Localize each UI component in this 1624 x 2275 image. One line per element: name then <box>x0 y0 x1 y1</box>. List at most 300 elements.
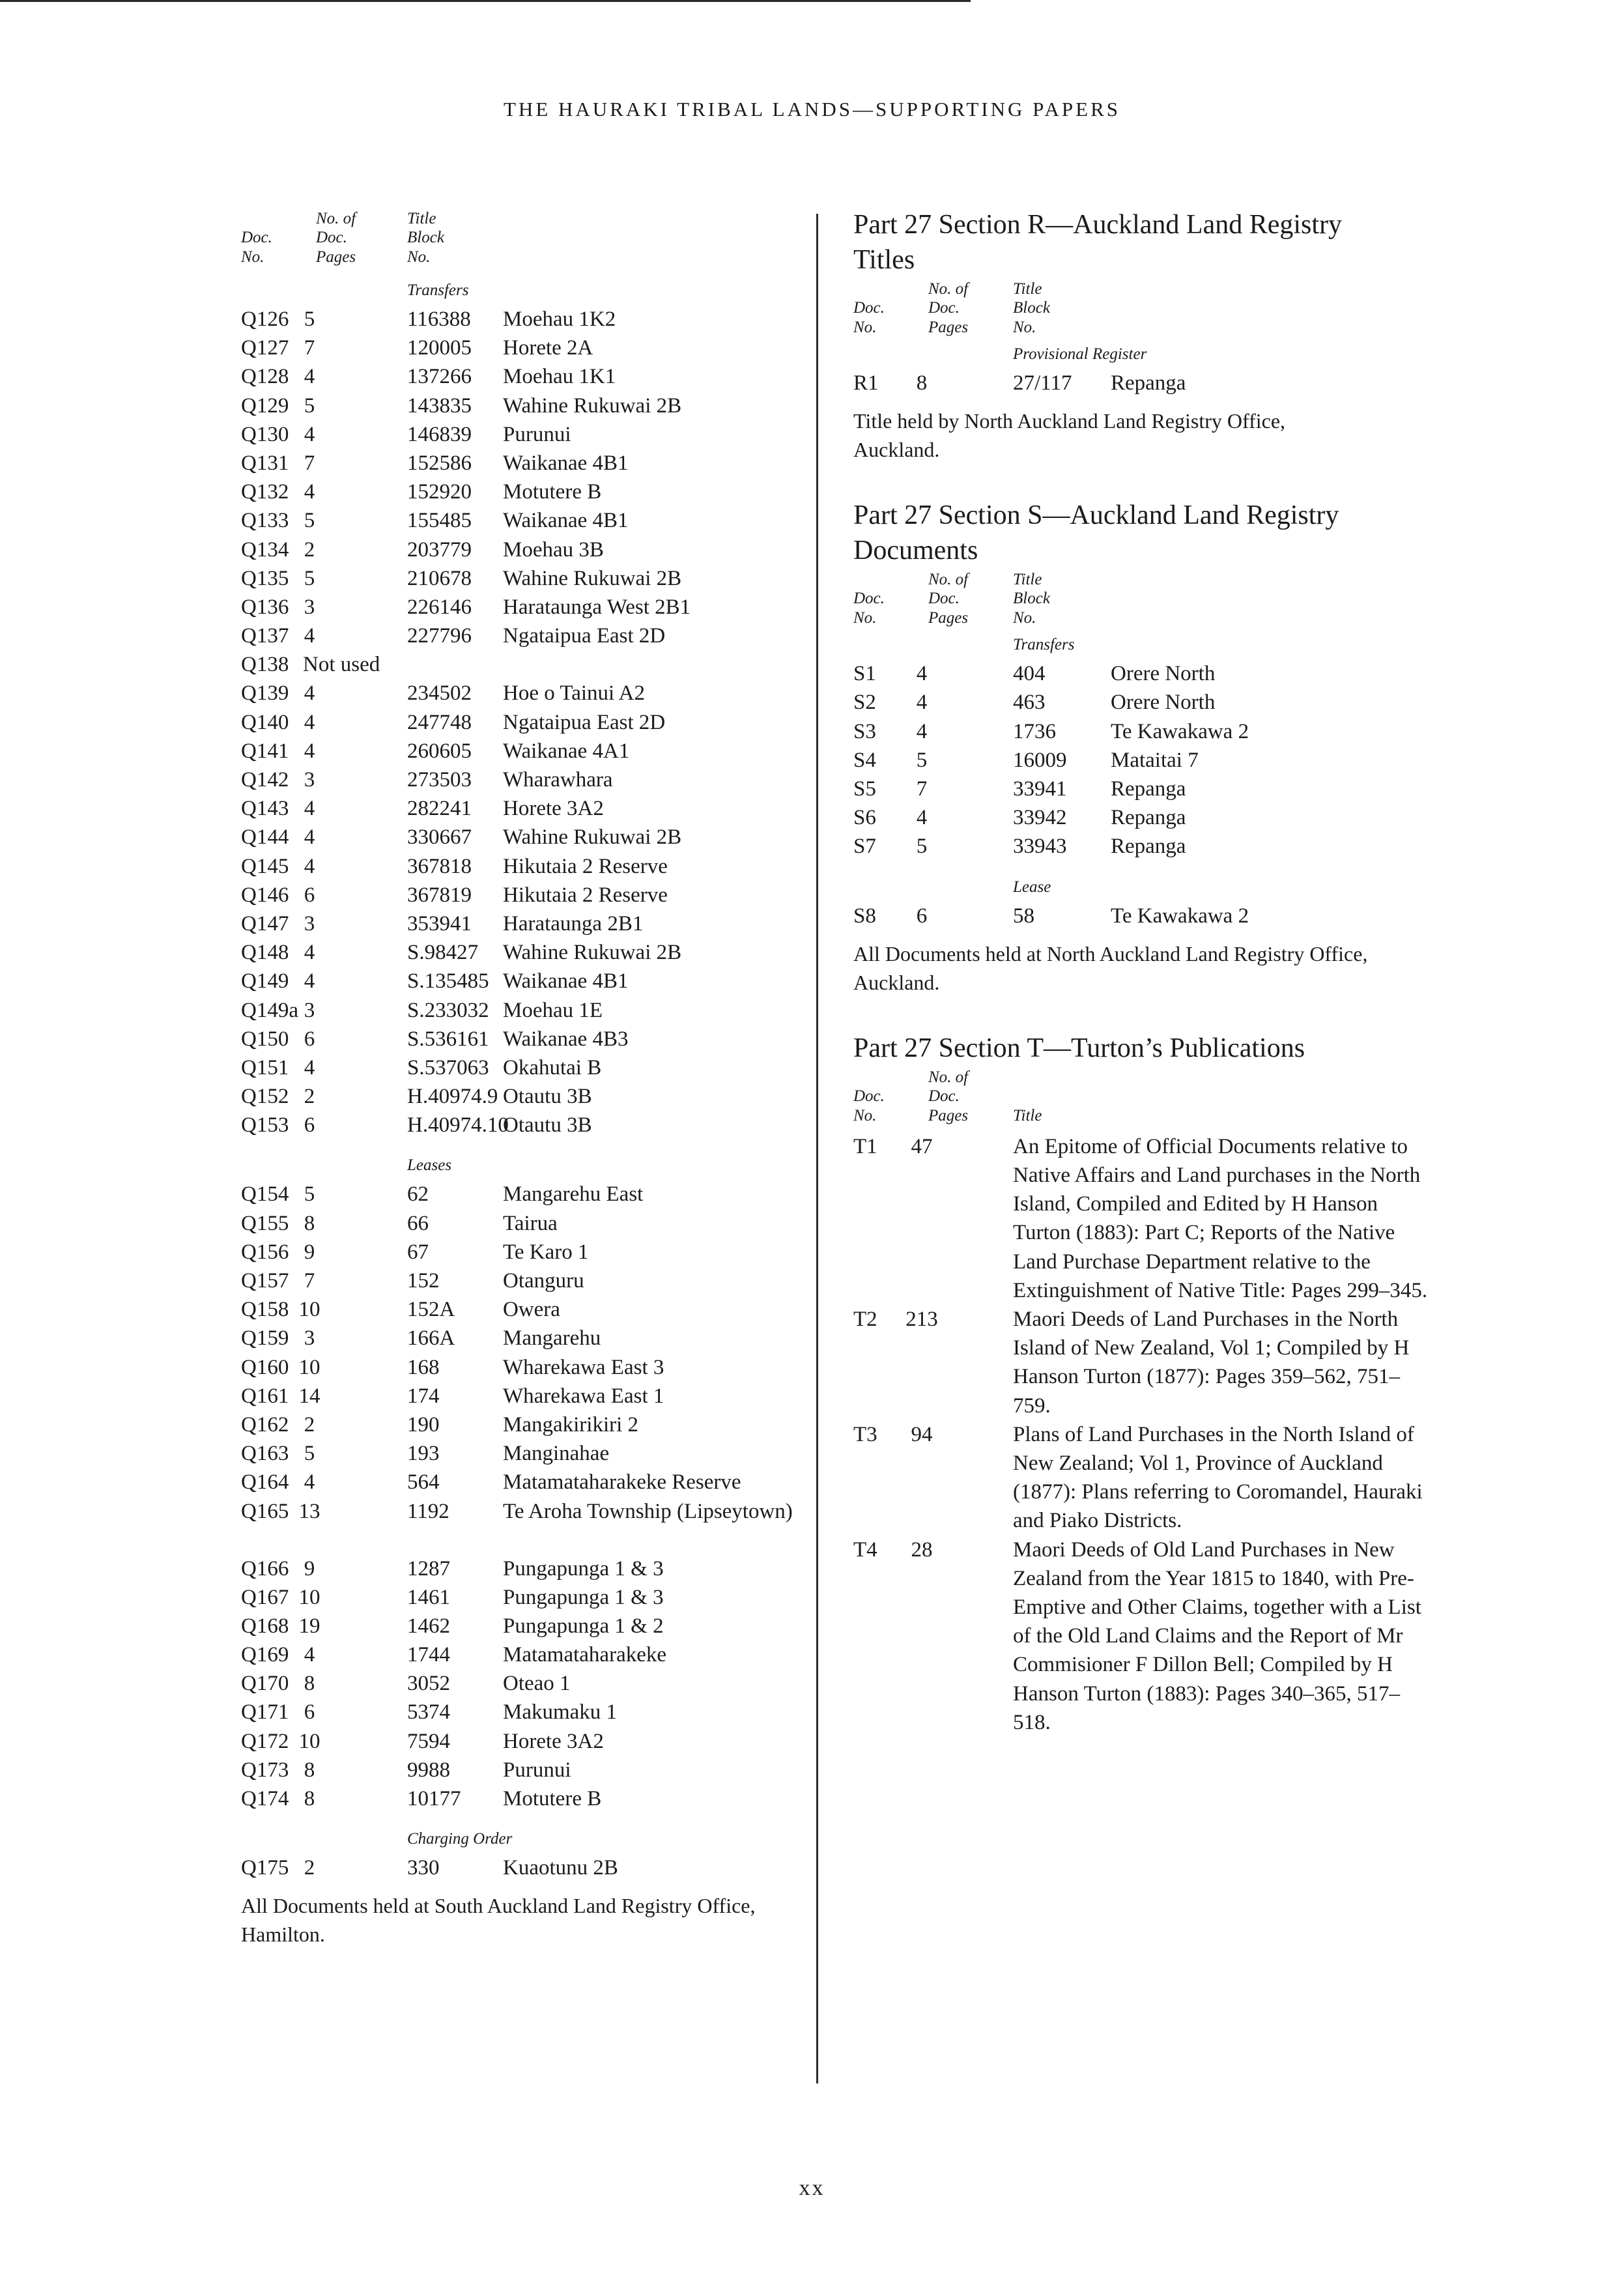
title-block-number: 5374 <box>407 1700 450 1724</box>
land-block-name: Pungapunga 1 & 2 <box>503 1614 664 1638</box>
doc-number: Q166 <box>241 1556 289 1581</box>
title-block-number: 203779 <box>407 537 472 562</box>
doc-number: Q147 <box>241 911 289 936</box>
doc-number: Q154 <box>241 1182 289 1207</box>
page-count: 4 <box>304 1643 315 1667</box>
left-holding-note: All Documents held at South Auckland Land Registry Office, Hamilton. <box>241 1894 756 1947</box>
table-row <box>241 1324 782 1352</box>
page-count: 5 <box>304 308 315 331</box>
land-block-name: Horete 3A2 <box>503 1729 604 1753</box>
land-block-name: Waikanae 4A1 <box>503 739 630 763</box>
title-block-number: 152A <box>407 1298 455 1322</box>
page-count: 2 <box>304 1085 315 1109</box>
title-block-number: 116388 <box>407 308 471 331</box>
table-row <box>853 717 1453 746</box>
header-pages-l1: No. of <box>316 210 356 227</box>
publication-title: Maori Deeds of Land Purchases in the North Island of New Zealand, Vol 1; Compiled by H Hanson Turton (1877): Pages 359–562, 751–759. <box>1013 1307 1410 1418</box>
doc-number: Q139 <box>241 681 289 706</box>
table-row <box>241 737 782 765</box>
header-doc-l2: No. <box>853 319 877 336</box>
doc-number: Q142 <box>241 768 289 792</box>
title-block-number: 1461 <box>407 1585 450 1609</box>
header-title: Title <box>1013 1106 1042 1124</box>
land-block-name: Pungapunga 1 & 3 <box>503 1585 664 1609</box>
section-r-heading: Part 27 Section R—Auckland Land Registry Titles <box>853 210 1343 275</box>
table-row <box>241 650 782 679</box>
doc-number: Q156 <box>241 1240 289 1264</box>
table-row <box>241 593 782 622</box>
page-count: 4 <box>304 854 315 878</box>
land-block-name: Mangarehu <box>503 1326 601 1351</box>
land-block-name: Moehau 1K1 <box>503 365 616 389</box>
title-block-number: 120005 <box>407 336 472 360</box>
header-pages-l1: No. of <box>928 1068 969 1086</box>
page-count: 4 <box>304 365 315 389</box>
title-block-number: 3052 <box>407 1672 450 1696</box>
page-count: 47 <box>911 1134 933 1158</box>
land-block-name: Okahutai B <box>503 1055 602 1080</box>
table-row <box>241 536 782 564</box>
doc-number: Q126 <box>241 308 289 331</box>
table-row <box>853 1305 1453 1420</box>
doc-number: Q143 <box>241 797 289 821</box>
page-count: 4 <box>304 941 315 965</box>
table-row <box>241 1756 782 1784</box>
page-count: 4 <box>916 662 928 686</box>
table-row <box>241 506 782 535</box>
header-pages-l3: Pages <box>928 319 969 336</box>
table-row <box>241 823 782 851</box>
doc-number: Q130 <box>241 422 289 446</box>
page-count: 4 <box>916 806 928 830</box>
doc-number: Q136 <box>241 595 289 619</box>
header-pages-l3: Pages <box>316 248 356 266</box>
table-row <box>241 1554 782 1583</box>
table-row <box>241 1612 782 1640</box>
publication-title: Maori Deeds of Old Land Purchases in New Zealand from the Year 1815 to 1840, with Pre-Emptive and Other Claims, together with a List of the Old Land Claims and the Report of Mr Commisioner F Dillon Bell; Compiled by H Hanson Turton (1883): Pages 340–365, 517–518. <box>1013 1538 1421 1734</box>
land-block-name: Harataunga 2B1 <box>503 911 644 936</box>
page-number: xx <box>799 2176 825 2200</box>
title-block-number: 155485 <box>407 509 472 533</box>
table-row <box>853 1132 1453 1305</box>
page-count: 8 <box>304 1672 315 1696</box>
title-block-number: 273503 <box>407 768 472 792</box>
land-block-name: Wahine Rukuwai 2B <box>503 566 682 590</box>
land-block-name: Otautu 3B <box>503 1085 592 1109</box>
doc-number: Q138 <box>241 653 289 677</box>
title-block-number: 330 <box>407 1856 440 1880</box>
title-block-number: 27/117 <box>1013 371 1072 395</box>
table-row <box>241 1295 782 1324</box>
header-block-l3: No. <box>407 248 431 266</box>
land-block-name: Tairua <box>503 1211 558 1235</box>
page-count: 8 <box>304 1787 315 1810</box>
table-row <box>853 775 1453 803</box>
doc-number: Q127 <box>241 336 289 360</box>
title-block-number: H.40974.9 <box>407 1085 498 1109</box>
table-row <box>241 420 782 449</box>
table-row <box>241 881 782 909</box>
title-block-number: S.98427 <box>407 941 479 965</box>
page-count: 28 <box>911 1538 933 1562</box>
title-block-number: 166A <box>407 1326 455 1351</box>
table-row <box>241 1082 782 1111</box>
table-row <box>241 1640 782 1669</box>
land-block-name: Ngataipua East 2D <box>503 624 666 648</box>
page-count: 6 <box>304 1113 315 1138</box>
doc-number: Q162 <box>241 1412 289 1437</box>
table-row <box>853 803 1453 832</box>
header-pages-l2: Doc. <box>316 229 347 246</box>
page-count: 3 <box>304 998 315 1022</box>
title-block-number: 1462 <box>407 1614 450 1638</box>
title-block-number: 143835 <box>407 393 472 418</box>
land-block-name: Manginahae <box>503 1442 610 1466</box>
land-block-name: Hoe o Tainui A2 <box>503 681 645 706</box>
doc-number: R1 <box>853 371 879 395</box>
transfers-label: Transfers <box>407 281 469 299</box>
doc-number: Q163 <box>241 1442 289 1466</box>
page-count: 4 <box>304 624 315 648</box>
page-count: 4 <box>304 797 315 821</box>
section-r-note: Title held by North Auckland Land Registry Office, Auckland. <box>853 409 1286 462</box>
publication-title: Plans of Land Purchases in the North Island of New Zealand; Vol 1, Province of Auckland (1877): Plans referring to Coromandel, Hauraki and Piako Districts. <box>1013 1422 1423 1533</box>
title-block-number: 152920 <box>407 480 472 504</box>
header-pages-l2: Doc. <box>928 1087 960 1105</box>
doc-number: Q152 <box>241 1085 289 1109</box>
header-block-l1: Title <box>1013 571 1042 589</box>
doc-number: Q151 <box>241 1055 289 1080</box>
leases-label: Leases <box>407 1156 452 1175</box>
header-pages-l3: Pages <box>928 1106 969 1124</box>
doc-number: Q174 <box>241 1787 289 1810</box>
title-block-number: 247748 <box>407 710 472 734</box>
land-block-name: Matamataharakeke Reserve <box>503 1470 741 1495</box>
title-block-number: S.536161 <box>407 1027 489 1051</box>
title-block-number: S.537063 <box>407 1055 489 1080</box>
doc-number: Q131 <box>241 451 289 475</box>
doc-number: Q172 <box>241 1729 289 1753</box>
doc-number: Q144 <box>241 825 289 850</box>
title-block-number: 193 <box>407 1442 440 1466</box>
header-block-l3: No. <box>1013 319 1036 336</box>
header-pages-l2: Doc. <box>928 299 960 317</box>
column-divider <box>816 214 818 2083</box>
page-count: 4 <box>304 710 315 734</box>
land-block-name: Otautu 3B <box>503 1113 592 1138</box>
doc-number: Q133 <box>241 509 289 533</box>
title-block-number: 67 <box>407 1240 429 1264</box>
table-row <box>241 1238 782 1266</box>
title-block-number: 190 <box>407 1412 440 1437</box>
header-doc-l2: No. <box>853 1106 877 1124</box>
title-block-number: 353941 <box>407 911 472 936</box>
table-row <box>241 1468 782 1496</box>
table-row <box>853 746 1453 775</box>
doc-number: Q140 <box>241 710 289 734</box>
page-count: 4 <box>304 739 315 763</box>
doc-number: T3 <box>853 1422 877 1446</box>
table-row <box>241 564 782 593</box>
land-block-name: Waikanae 4B1 <box>503 509 629 533</box>
land-block-name: Pungapunga 1 & 3 <box>503 1556 664 1581</box>
title-block-number: 16009 <box>1013 748 1067 772</box>
table-row <box>241 392 782 420</box>
table-row <box>853 832 1453 861</box>
page-count: 8 <box>304 1758 315 1782</box>
doc-number: Q171 <box>241 1700 289 1724</box>
page-count: 3 <box>304 1326 315 1351</box>
header-block-l2: Block <box>1013 590 1050 608</box>
header-doc-l2: No. <box>241 248 264 266</box>
land-block-name: Repanga <box>1111 371 1186 395</box>
land-block-name: Orere North <box>1111 662 1216 686</box>
title-block-number: 463 <box>1013 691 1046 715</box>
table-row <box>241 679 782 708</box>
section-s-transfers-label: Transfers <box>1013 636 1075 654</box>
top-rule <box>0 0 971 2</box>
page-count: 4 <box>916 719 928 743</box>
header-block-l1: Title <box>407 210 436 227</box>
doc-number: Q158 <box>241 1298 289 1322</box>
table-row <box>853 1420 1453 1536</box>
page-count: 7 <box>916 777 928 801</box>
land-block-name: Hikutaia 2 Reserve <box>503 854 668 878</box>
page-count: 7 <box>304 451 315 475</box>
land-block-name: Waikanae 4B1 <box>503 451 629 475</box>
title-block-number: 1744 <box>407 1643 450 1667</box>
land-block-name: Horete 3A2 <box>503 797 604 821</box>
doc-number: Q148 <box>241 941 289 965</box>
section-t-table-header <box>853 1066 1453 1128</box>
table-row <box>241 1111 782 1139</box>
title-block-number: 168 <box>407 1355 440 1379</box>
header-doc-l2: No. <box>853 609 877 627</box>
page-count: 213 <box>905 1307 938 1331</box>
land-block-name: Wharekawa East 3 <box>503 1355 664 1379</box>
land-block-name: Motutere B <box>503 480 602 504</box>
doc-number: Q173 <box>241 1758 289 1782</box>
land-block-name: Te Karo 1 <box>503 1240 589 1264</box>
doc-number: Q175 <box>241 1856 289 1880</box>
left-column <box>241 207 793 1949</box>
header-doc-l1: Doc. <box>853 1087 885 1105</box>
doc-number: Q169 <box>241 1643 289 1667</box>
page-count: 10 <box>298 1585 321 1609</box>
land-block-name: Makumaku 1 <box>503 1700 618 1724</box>
title-block-number: 174 <box>407 1384 440 1408</box>
title-block-number: S.233032 <box>407 998 489 1022</box>
right-column <box>853 207 1453 1737</box>
page-count: Not used <box>303 653 380 677</box>
title-block-number: 9988 <box>407 1758 450 1782</box>
table-row <box>241 1025 782 1053</box>
doc-number: Q128 <box>241 365 289 389</box>
doc-number: Q137 <box>241 624 289 648</box>
doc-number: Q161 <box>241 1384 289 1408</box>
table-row <box>241 1180 782 1209</box>
table-row <box>241 1439 782 1468</box>
doc-number: Q149a <box>241 998 298 1022</box>
page-count: 2 <box>304 1856 315 1880</box>
header-doc-l1: Doc. <box>241 229 272 246</box>
title-block-number: 58 <box>1013 904 1034 928</box>
land-block-name: Owera <box>503 1298 560 1322</box>
table-row <box>241 938 782 967</box>
page-count: 19 <box>298 1614 321 1638</box>
table-row <box>241 449 782 478</box>
table-row <box>241 1669 782 1698</box>
land-block-name: Waikanae 4B3 <box>503 1027 629 1051</box>
header-block-l2: Block <box>407 229 444 246</box>
doc-number: S2 <box>853 691 876 715</box>
section-s-transfers-table <box>853 659 1453 861</box>
page-count: 4 <box>304 480 315 504</box>
section-t-heading: Part 27 Section T—Turton’s Publications <box>853 1033 1305 1063</box>
table-row <box>241 996 782 1025</box>
page-count: 94 <box>911 1422 933 1446</box>
table-row <box>241 362 782 391</box>
land-block-name: Matamataharakeke <box>503 1643 667 1667</box>
land-block-name: Mangarehu East <box>503 1182 644 1207</box>
land-block-name: Te Aroha Township (Lipseytown) <box>503 1499 793 1523</box>
title-block-number: 227796 <box>407 624 472 648</box>
table-row <box>241 1784 782 1813</box>
header-pages-l1: No. of <box>928 280 969 298</box>
page-count: 4 <box>916 691 928 715</box>
page-count: 4 <box>304 825 315 850</box>
charging-order-label: Charging Order <box>407 1830 513 1848</box>
page-count: 3 <box>304 595 315 619</box>
land-block-name: Horete 2A <box>503 336 593 360</box>
doc-number: Q146 <box>241 883 289 907</box>
table-row <box>241 1353 782 1382</box>
doc-number: Q167 <box>241 1585 289 1609</box>
table-row <box>241 1266 782 1295</box>
title-block-number: 282241 <box>407 797 472 821</box>
doc-number: Q153 <box>241 1113 289 1138</box>
running-head: THE HAURAKI TRIBAL LANDS—SUPPORTING PAPERS <box>504 98 1120 121</box>
left-transfers-table <box>241 305 782 1139</box>
land-block-name: Kuaotunu 2B <box>503 1856 618 1880</box>
doc-number: Q168 <box>241 1614 289 1638</box>
page-count: 4 <box>304 1055 315 1080</box>
page-count: 4 <box>304 422 315 446</box>
doc-number: S4 <box>853 748 876 772</box>
page-count: 4 <box>304 969 315 994</box>
doc-number: Q149 <box>241 969 289 994</box>
doc-number: Q132 <box>241 480 289 504</box>
left-leases-table <box>241 1180 793 1813</box>
doc-number: T2 <box>853 1307 877 1331</box>
land-block-name: Purunui <box>503 1758 571 1782</box>
land-block-name: Wahine Rukuwai 2B <box>503 825 682 850</box>
table-row <box>241 852 782 881</box>
doc-number: Q155 <box>241 1211 289 1235</box>
page-count: 10 <box>298 1729 321 1753</box>
title-block-number: 404 <box>1013 662 1046 686</box>
title-block-number: 1287 <box>407 1556 450 1581</box>
page-count: 5 <box>304 1442 315 1466</box>
table-row <box>241 1053 782 1082</box>
table-row <box>241 1410 782 1439</box>
doc-number: S1 <box>853 662 876 686</box>
table-row <box>853 902 1453 930</box>
land-block-name: Ngataipua East 2D <box>503 710 666 734</box>
land-block-name: Moehau 1E <box>503 998 603 1022</box>
title-block-number: 7594 <box>407 1729 450 1753</box>
table-row <box>241 1698 782 1726</box>
section-t-table <box>853 1132 1453 1737</box>
section-s-lease-label: Lease <box>1013 878 1051 896</box>
land-block-name: Purunui <box>503 422 571 446</box>
land-block-name: Waikanae 4B1 <box>503 969 629 994</box>
section-r-table-header <box>853 278 1453 340</box>
land-block-name: Moehau 1K2 <box>503 308 616 331</box>
land-block-name: Wharawhara <box>503 768 613 792</box>
doc-number: Q145 <box>241 854 289 878</box>
doc-number: Q129 <box>241 393 289 418</box>
page-count: 2 <box>304 537 315 562</box>
doc-number: S3 <box>853 719 876 743</box>
page-count: 5 <box>304 509 315 533</box>
doc-number: Q160 <box>241 1355 289 1379</box>
land-block-name: Harataunga West 2B1 <box>503 595 691 619</box>
table-row <box>241 305 782 334</box>
doc-number: Q159 <box>241 1326 289 1351</box>
title-block-number: S.135485 <box>407 969 489 994</box>
doc-number: Q165 <box>241 1499 289 1523</box>
title-block-number: 152586 <box>407 451 472 475</box>
page-count: 6 <box>304 883 315 907</box>
page-count: 5 <box>304 1182 315 1207</box>
land-block-name: Motutere B <box>503 1787 602 1810</box>
page-count: 7 <box>304 1269 315 1293</box>
doc-number: Q134 <box>241 537 289 562</box>
table-row <box>241 765 782 794</box>
title-block-number: 33941 <box>1013 777 1067 801</box>
land-block-name: Moehau 3B <box>503 537 604 562</box>
doc-number: Q141 <box>241 739 289 763</box>
land-block-name: Wharekawa East 1 <box>503 1384 664 1408</box>
page-count: 10 <box>298 1355 321 1379</box>
table-row <box>241 1209 782 1238</box>
table-row <box>241 1583 782 1612</box>
page-count: 8 <box>304 1211 315 1235</box>
title-block-number: 1736 <box>1013 719 1056 743</box>
title-block-number: 234502 <box>407 681 472 706</box>
header-doc-l1: Doc. <box>853 590 885 608</box>
page-count: 6 <box>304 1027 315 1051</box>
header-pages-l2: Doc. <box>928 590 960 608</box>
title-block-number: 564 <box>407 1470 440 1495</box>
table-row <box>241 478 782 506</box>
page-count: 6 <box>916 904 928 928</box>
land-block-name: Otanguru <box>503 1269 584 1293</box>
page-count: 14 <box>298 1384 321 1408</box>
doc-number: Q164 <box>241 1470 289 1495</box>
page-count: 9 <box>304 1240 315 1264</box>
table-row <box>241 1497 793 1554</box>
doc-number: T4 <box>853 1538 877 1562</box>
doc-number: T1 <box>853 1134 877 1158</box>
title-block-number: 367819 <box>407 883 472 907</box>
left-charging-table <box>241 1853 782 1882</box>
doc-number: Q150 <box>241 1027 289 1051</box>
publication-title: An Epitome of Official Documents relative to Native Affairs and Land purchases in the North Island, Compiled and Edited by H Hanson Turton (1883): Part C; Reports of the Native Land Purchase Department relative to the Extinguishment of Native Title: Pages 299–345. <box>1013 1134 1428 1302</box>
page-count: 4 <box>304 681 315 706</box>
table-row <box>853 688 1453 717</box>
